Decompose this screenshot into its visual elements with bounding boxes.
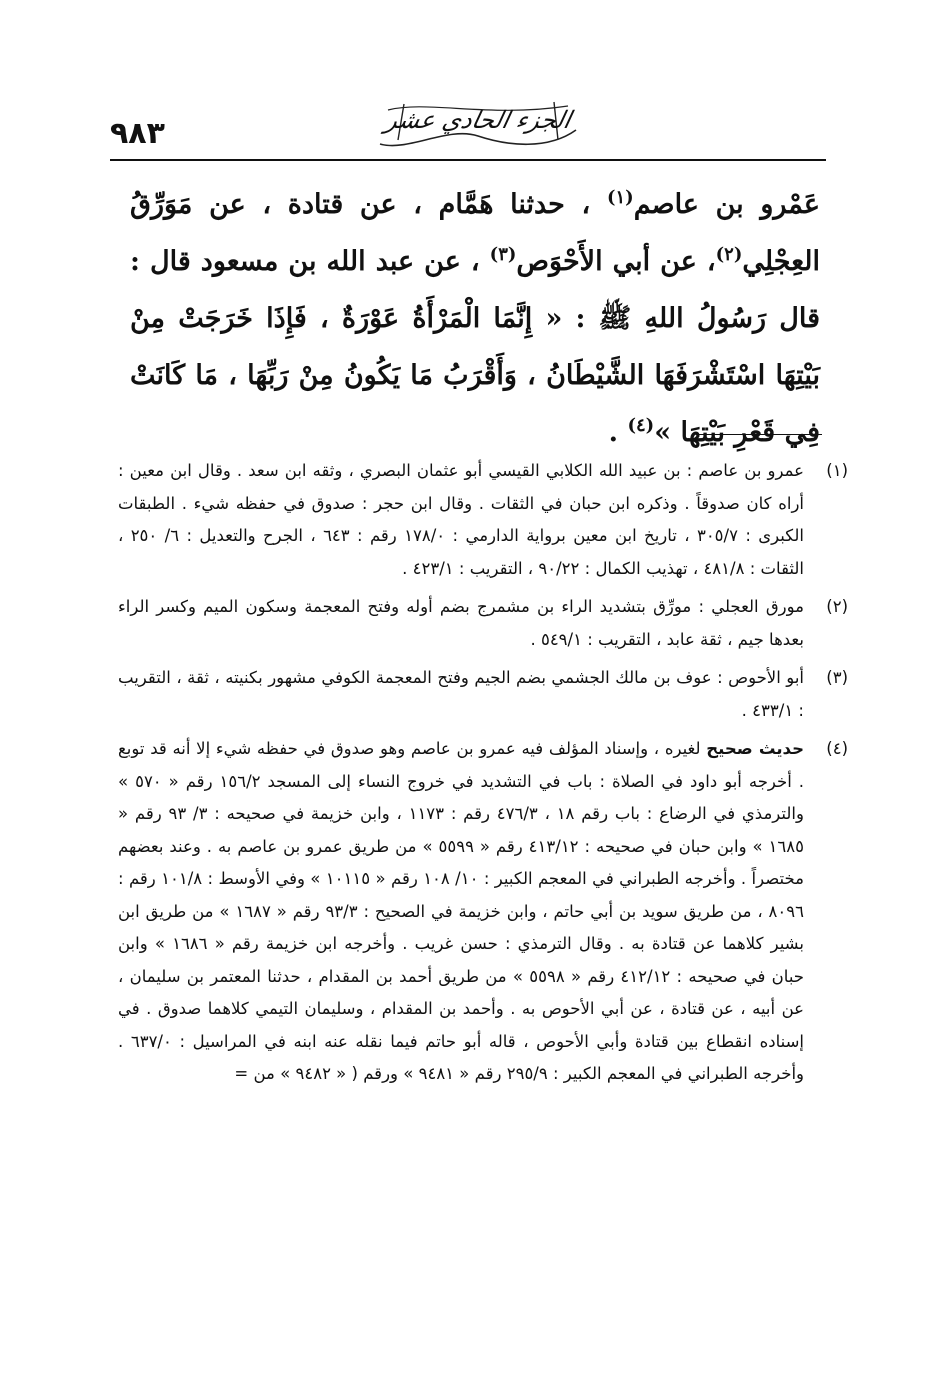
footnote-lead: حديث صحيح [706, 739, 804, 758]
footnote-1 [118, 455, 848, 585]
footnote-number: (٣) [826, 668, 848, 687]
main-line4-b: . [608, 417, 619, 448]
footnote-separator [698, 434, 822, 435]
main-line4-a: وَأَقْرَبُ مَا يَكُونُ مِنْ رَبِّهَا ، مَا كَانَتْ فِي قَعْرِ بَيْتِهَا » [130, 360, 820, 448]
hadith-text [130, 176, 820, 461]
footnote-ref-1[interactable]: (١) [606, 187, 634, 208]
main-line1-c: ، [706, 246, 716, 277]
footnotes [118, 455, 848, 1097]
main-line2-a: عن أبي الأَحْوَص [516, 246, 697, 277]
footnote-text: لغيره ، وإسناد المؤلف فيه عمرو بن عاصم وهو صدوق في حفظه شيء إلا أنه قد توبع . أخرجه أبو داود في الصلاة : باب في التشديد في خروج النساء إلى المسجد ١٥٦/٢ رقم « ٥٧٠ » والترمذي في الرضاع : باب رقم ١٨ ، ٤٧٦/٣ رقم : ١١٧٣ ، وابن خزيمة في صحيحه : ٣/ ٩٣ رقم « ١٦٨٥ » وابن حبان في صحيحه : ٤١٣/١٢ رقم « ٥٥٩٩ » من طريق عمرو بن عاصم به . وعند بعضهم مختصراً . وأخرجه الطبراني في المعجم الكبير : ١٠/ ١٠٨ رقم « ١٠١١٥ » وفي الأوسط : ١٠١/٨ رقم : ٨٠٩٦ ، من طريق سويد بن أبي حاتم ، وابن خزيمة في الصحيح : ٩٣/٣ رقم « ١٦٨٧ » من طريق ابن بشير كلاهما عن قتادة به . وقال الترمذي : حسن غريب . وأخرجه ابن خزيمة رقم « ١٦٨٦ » وابن حبان في صحيحه : ٤١٢/١٢ رقم « ٥٥٩٨ » من طريق أحمد بن المقدام ، حدثنا المعتمر بن سليمان ، عن أبيه ، عن قتادة ، عن أبي الأحوص به . وأحمد بن المقدام ، وسليمان التيمي كلاهما صدوق . في إسناده انقطاع بين قتادة وأبي الأحوص ، قاله أبو حاتم فيما نقله عنه ابنه في المراسيل : ٦٣٧/٠ . وأخرجه الطبراني في المعجم الكبير : ٢٩٥/٩ رقم « ٩٤٨١ » ورقم ( « ٩٤٨٢ » من = [118, 739, 805, 1083]
footnote-3 [118, 662, 848, 727]
main-line1-b: ، حدثنا هَمَّام ، عن قتادة ، عن مَوَرِّقُ العِجْلِي [130, 189, 820, 277]
footnote-text: أبو الأحوص : عوف بن مالك الجشمي بضم الجيم وفتح المعجمة الكوفي مشهور بكنيته ، ثقة ، التقريب : ٤٣٣/١ . [118, 668, 804, 720]
main-line2-b: ، عن عبد الله بن مسعود قال : قال رَسُولُ اللهِ [130, 246, 821, 334]
footnote-ref-3[interactable]: (٣) [489, 244, 517, 265]
footnote-number: (٤) [826, 739, 848, 758]
main-line3: ﷺ : « إِنَّمَا الْمَرْأَةُ عَوْرَةٌ ، فَإِذَا خَرَجَتْ مِنْ بَيْتِهَا اسْتَشْرَفَهَا الشَّيْطَانُ ، [130, 303, 820, 391]
footnote-text: مورق العجلي : مورِّق بتشديد الراء بن مشمرج بضم أوله وفتح المعجمة وسكون الميم وكسر الراء بعدها جيم ، ثقة عابد ، التقريب : ٥٤٩/١ . [118, 597, 804, 649]
running-title [368, 96, 588, 154]
footnote-4 [118, 733, 848, 1091]
footnote-number: (٢) [826, 597, 848, 616]
running-title-text: الجزء الحادي عشر [382, 106, 574, 134]
footnote-number: (١) [826, 461, 848, 480]
footnote-2 [118, 591, 848, 656]
page-header [110, 92, 826, 162]
page-number: ٩٨٣ [110, 116, 165, 151]
footnote-ref-4[interactable]: (٤) [627, 415, 655, 436]
footnote-ref-2[interactable]: (٢) [715, 244, 743, 265]
header-rule [110, 159, 826, 161]
footnote-text: عمرو بن عاصم : بن عبيد الله الكلابي القيسي أبو عثمان البصري ، وثقه ابن سعد . وقال ابن معين : أراه كان صدوقاً . وذكره ابن حبان في الثقات . وقال ابن حجر : صدوق في حفظه شيء . الطبقات الكبرى : ٣٠٥/٧ ، تاريخ ابن معين برواية الدارمي : ١٧٨/٠ رقم : ٦٤٣ ، الجرح والتعديل : ٦/ ٢٥٠ ، الثقات : ٤٨١/٨ ، تهذيب الكمال : ٩٠/٢٢ ، التقريب : ٤٢٣/١ . [118, 461, 804, 578]
main-line1-a: عَمْرو بن عاصم [633, 189, 820, 220]
